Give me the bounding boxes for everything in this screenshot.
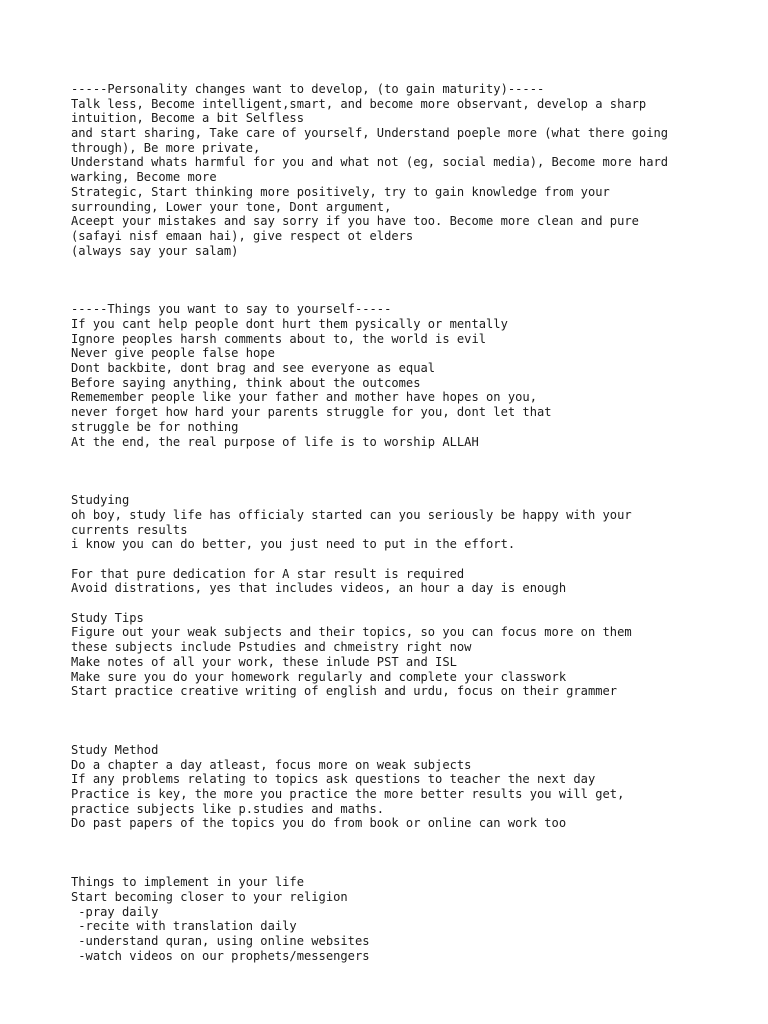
text-line: -watch videos on our prophets/messengers: [71, 948, 370, 963]
text-line: Talk less, Become intelligent,smart, and become more observant, develop a sharp: [71, 96, 647, 111]
text-line: these subjects include Pstudies and chmeistry right now: [71, 640, 472, 655]
text-line: Never give people false hope: [71, 346, 275, 361]
text-line: Things to implement in your life: [71, 875, 304, 890]
text-line: Understand whats harmful for you and what not (eg, social media), Become more hard: [71, 155, 669, 170]
blank-line: [71, 449, 731, 464]
text-line: warking, Become more: [71, 170, 217, 185]
text-line: -recite with translation daily: [71, 919, 297, 934]
text-line: Studying: [71, 493, 130, 508]
blank-line: [71, 714, 731, 729]
blank-line: [71, 552, 731, 567]
text-line: Start becoming closer to your religion: [71, 889, 348, 904]
text-line: At the end, the real purpose of life is to worship ALLAH: [71, 434, 479, 449]
blank-line: [71, 479, 731, 494]
text-line: Do a chapter a day atleast, focus more on weak subjects: [71, 757, 472, 772]
text-line: surrounding, Lower your tone, Dont argument,: [71, 199, 392, 214]
text-line: through), Be more private,: [71, 140, 261, 155]
text-line: Aceept your mistakes and say sorry if you have too. Become more clean and pure: [71, 214, 639, 229]
text-line: Start practice creative writing of english and urdu, focus on their grammer: [71, 684, 618, 699]
text-line: Study Method: [71, 742, 159, 757]
text-line: For that pure dedication for A star result is required: [71, 566, 465, 581]
text-line: intuition, Become a bit Selfless: [71, 111, 304, 126]
blank-line: [71, 273, 731, 288]
text-line: i know you can do better, you just need to put in the effort.: [71, 537, 516, 552]
text-line: Rememember people like your father and mother have hopes on you,: [71, 390, 537, 405]
text-line: Figure out your weak subjects and their topics, so you can focus more on them: [71, 625, 632, 640]
blank-line: [71, 464, 731, 479]
text-line: Dont backbite, dont brag and see everyone as equal: [71, 361, 436, 376]
blank-line: [71, 846, 731, 861]
blank-line: [71, 860, 731, 875]
text-line: currents results: [71, 522, 188, 537]
text-line: Study Tips: [71, 610, 144, 625]
text-line: Before saying anything, think about the outcomes: [71, 375, 421, 390]
blank-line: [71, 831, 731, 846]
text-line: -understand quran, using online websites: [71, 933, 370, 948]
text-line: (safayi nisf emaan hai), give respect ot elders: [71, 228, 414, 243]
text-line: If you cant help people dont hurt them pysically or mentally: [71, 317, 508, 331]
text-line: (always say your salam): [71, 243, 239, 258]
text-line: If any problems relating to topics ask questions to teacher the next day: [71, 772, 596, 787]
document-page: [71, 82, 731, 963]
blank-line: [71, 728, 731, 743]
text-line: -----Things you want to say to yourself-----: [71, 302, 392, 317]
text-line: -pray daily: [71, 904, 159, 919]
text-line: practice subjects like p.studies and maths.: [71, 801, 385, 816]
blank-line: [71, 699, 731, 714]
text-line: struggle be for nothing: [71, 419, 239, 434]
text-line: never forget how hard your parents struggle for you, dont let that: [71, 405, 552, 420]
text-line: Make notes of all your work, these inlude PST and ISL: [71, 654, 457, 669]
text-line: and start sharing, Take care of yourself, Understand poeple more (what there going: [71, 126, 669, 141]
text-line: -----Personality changes want to develop, (to gain maturity)-----: [71, 82, 545, 96]
text-line: Avoid distrations, yes that includes videos, an hour a day is enough: [71, 581, 567, 596]
blank-line: [71, 258, 731, 273]
text-line: Ignore peoples harsh comments about to, the world is evil: [71, 331, 487, 346]
text-line: Strategic, Start thinking more positively, try to gain knowledge from your: [71, 184, 610, 199]
text-line: Do past papers of the topics you do from book or online can work too: [71, 816, 567, 831]
blank-line: [71, 596, 731, 611]
blank-line: [71, 288, 731, 303]
text-line: Practice is key, the more you practice the more better results you will get,: [71, 787, 625, 801]
text-line: Make sure you do your homework regularly and complete your classwork: [71, 669, 567, 684]
text-line: oh boy, study life has officialy started can you seriously be happy with your: [71, 507, 632, 522]
